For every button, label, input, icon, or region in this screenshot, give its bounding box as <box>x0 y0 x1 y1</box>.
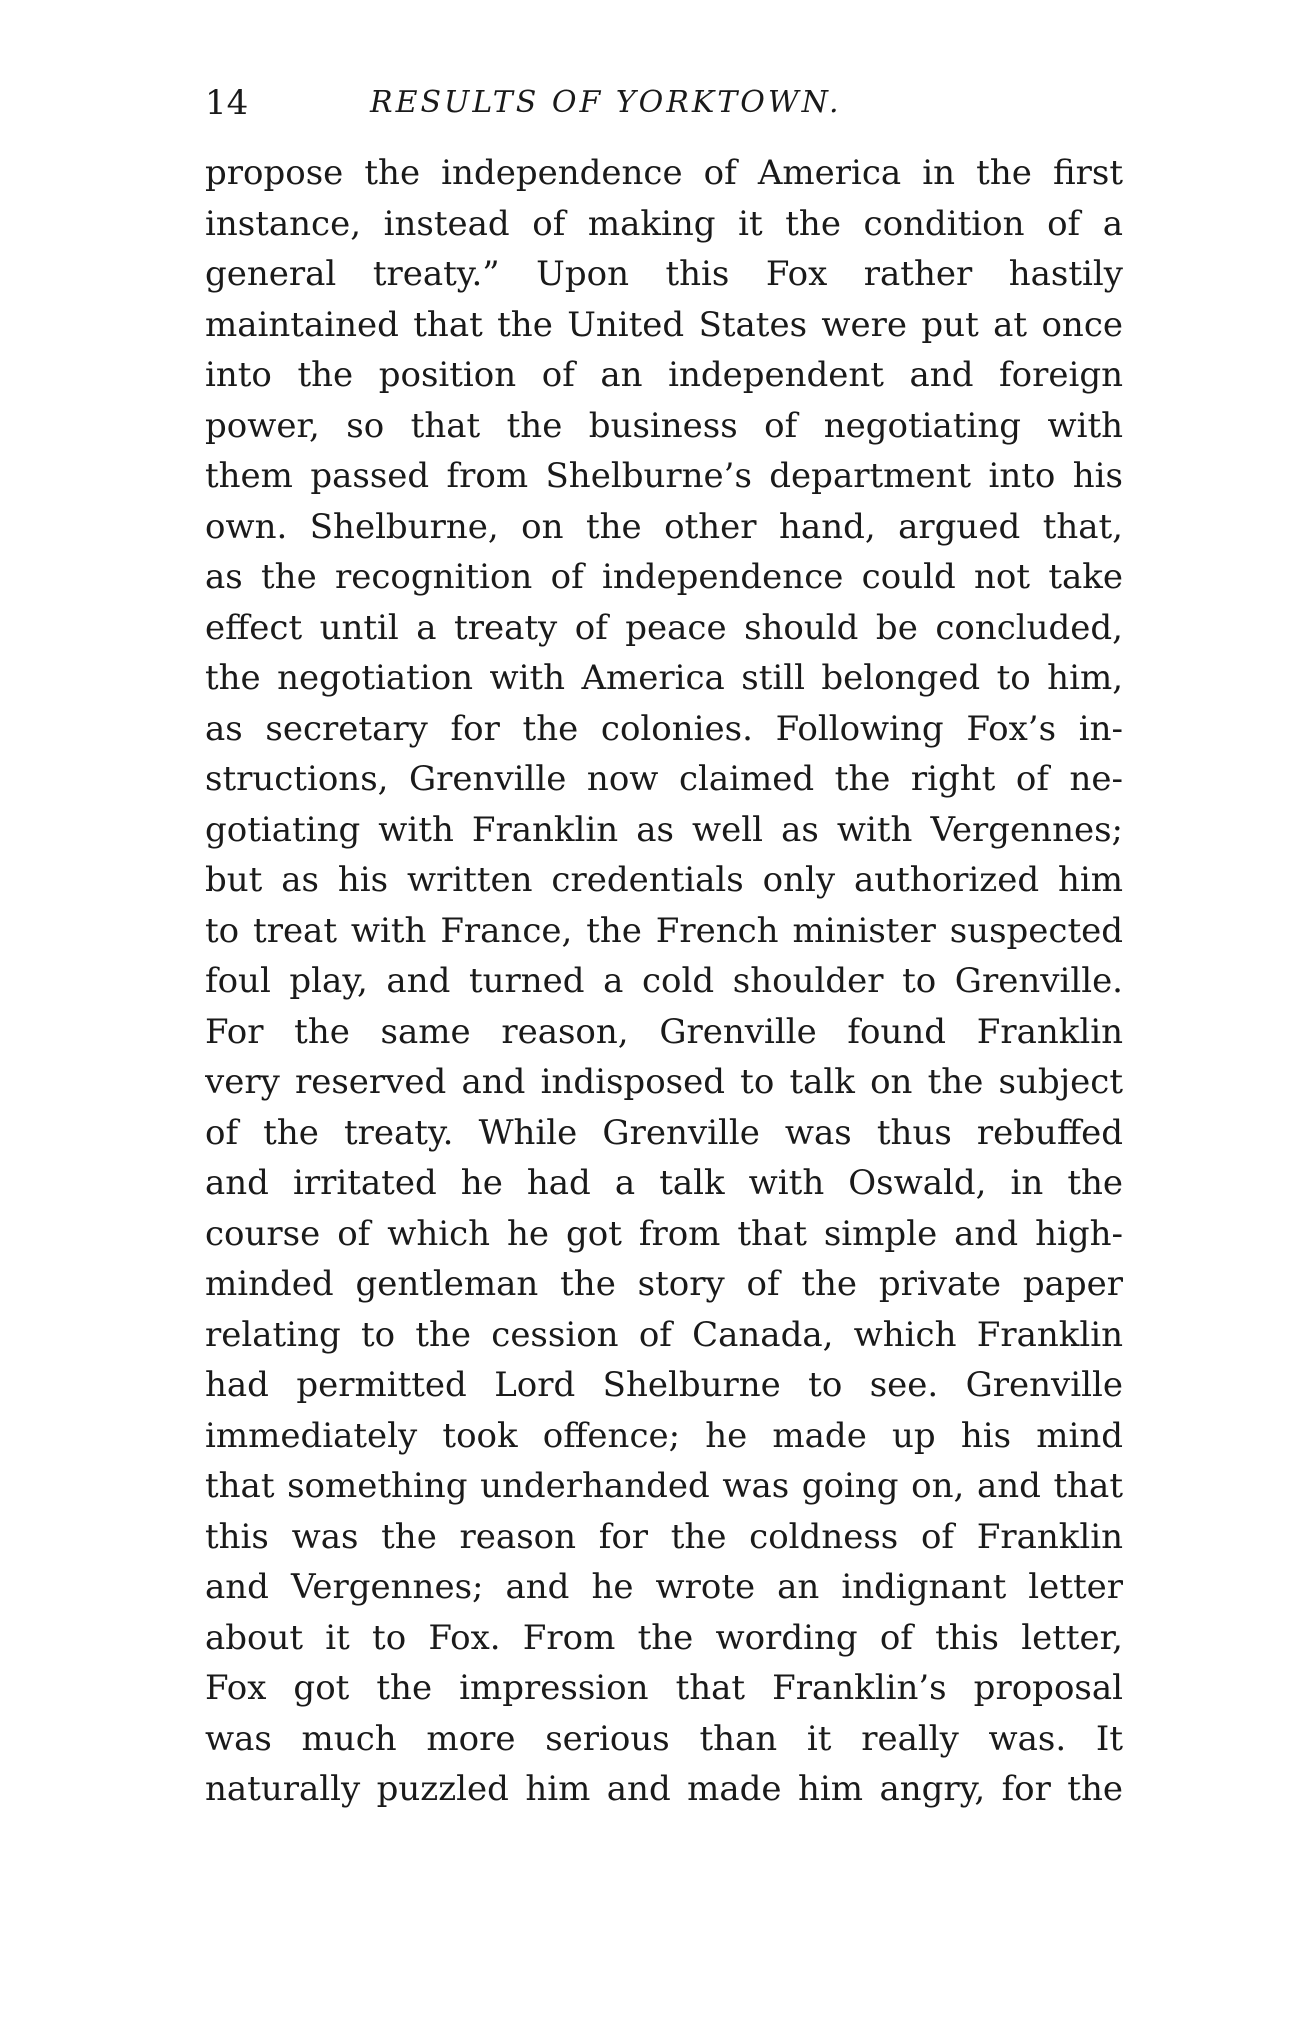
text-line: to treat with France, the French minister suspected <box>205 910 1123 951</box>
text-line: For the same reason, Grenville found Franklin <box>205 1011 1123 1052</box>
text-line: of the treaty. While Grenville was thus rebuffed <box>205 1112 1123 1153</box>
text-line: and irritated he had a talk with Oswald, in the <box>205 1163 1123 1203</box>
text-line: had permitted Lord Shelburne to see. Grenville <box>205 1365 1123 1405</box>
text-line: structions, Grenville now claimed the right of ne- <box>205 759 1123 799</box>
text-line: was much more serious than it really was. It <box>205 1718 1123 1759</box>
text-line: as the recognition of independence could not take <box>205 557 1123 597</box>
text-line: but as his written credentials only authorized him <box>205 860 1123 900</box>
text-line: minded gentleman the story of the private paper <box>205 1264 1123 1304</box>
text-line: as secretary for the colonies. Following Fox’s in- <box>205 708 1123 749</box>
text-line: foul play, and turned a cold shoulder to Grenville. <box>205 961 1123 1001</box>
text-line: course of which he got from that simple and high- <box>205 1213 1123 1254</box>
running-head <box>205 78 1125 128</box>
text-line: Fox got the impression that Franklin’s proposal <box>205 1668 1123 1708</box>
text-line: gotiating with Franklin as well as with Vergennes; <box>205 809 1123 850</box>
text-line: relating to the cession of Canada, which Franklin <box>205 1314 1123 1355</box>
text-line: maintained that the United States were put at once <box>205 304 1123 345</box>
text-line: the negotiation with America still belonged to him, <box>205 658 1123 698</box>
text-line: into the position of an independent and foreign <box>205 355 1123 395</box>
page-number: 14 <box>205 83 249 123</box>
text-line: very reserved and indisposed to talk on the subject <box>205 1062 1123 1102</box>
text-line: this was the reason for the coldness of Franklin <box>205 1516 1123 1557</box>
text-line: power, so that the business of negotiating with <box>205 405 1123 446</box>
text-line: instance, instead of making it the condition of a <box>205 203 1123 244</box>
running-title: RESULTS OF YORKTOWN. <box>370 85 842 120</box>
text-line: naturally puzzled him and made him angry, for the <box>205 1769 1123 1809</box>
text-line: immediately took offence; he made up his mind <box>205 1415 1123 1456</box>
text-line: effect until a treaty of peace should be concluded, <box>205 607 1123 648</box>
text-line: propose the independence of America in the first <box>205 153 1123 193</box>
text-line: that something underhanded was going on, and that <box>205 1466 1123 1506</box>
text-line: and Vergennes; and he wrote an indignant letter <box>205 1567 1123 1607</box>
text-line: them passed from Shelburne’s department into his <box>205 456 1123 496</box>
body-text <box>205 148 1123 1815</box>
text-line: about it to Fox. From the wording of this letter, <box>205 1617 1123 1658</box>
text-line: own. Shelburne, on the other hand, argued that, <box>205 506 1123 547</box>
text-line: general treaty.” Upon this Fox rather hastily <box>205 254 1123 294</box>
